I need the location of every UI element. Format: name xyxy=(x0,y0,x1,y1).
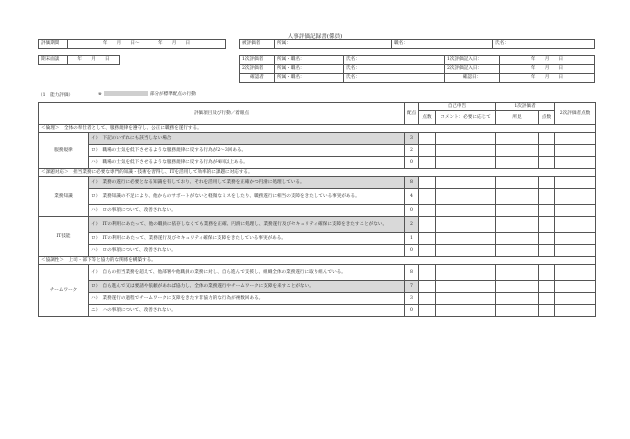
second-score-cell[interactable] xyxy=(555,305,596,317)
group-heading-row xyxy=(39,169,596,177)
evaluator-date[interactable]: 年 月 日 xyxy=(500,74,595,83)
criteria-text: ハ） ロの事項について、改善されない。 xyxy=(89,245,405,257)
criteria-points: 3 xyxy=(405,293,419,305)
first-score-cell[interactable] xyxy=(539,245,555,257)
criteria-points: 7 xyxy=(405,281,419,293)
first-score-cell[interactable] xyxy=(539,217,555,233)
first-score-cell[interactable] xyxy=(539,177,555,189)
header-points: 配点 xyxy=(405,103,419,125)
section-label: （1 能力評価） xyxy=(38,93,74,98)
first-opinion-cell[interactable] xyxy=(496,205,539,217)
evaluator-name[interactable]: 氏名： xyxy=(344,74,445,83)
period-label: 評価期間 xyxy=(39,40,68,49)
criteria-text: ロ） 業務知識の不足により、他からのサポートがないと軽微なミスをしたり、職務遂行に相当の支障をきたしている事実がある。 xyxy=(89,189,405,205)
criteria-points: 0 xyxy=(405,157,419,169)
first-opinion-cell[interactable] xyxy=(496,217,539,233)
period-value[interactable]: 年 月 日～ 年 月 日 xyxy=(68,40,226,49)
page-title: 人事評価記録書(係員) xyxy=(287,34,343,40)
evaluator-date[interactable]: 年 月 日 xyxy=(500,56,595,65)
self-comment-cell[interactable] xyxy=(436,133,496,145)
first-opinion-cell[interactable] xyxy=(496,177,539,189)
criteria-text: ハ） 業務遂行の過程でチームワークに支障をきたす非協力的な行為が複数回ある。 xyxy=(89,293,405,305)
evaluator-row-1 xyxy=(240,56,595,65)
second-score-cell[interactable] xyxy=(555,265,596,281)
evaluator-label: 1次評価者 xyxy=(240,56,275,65)
header-self: 自己申告 xyxy=(419,103,496,111)
second-score-cell[interactable] xyxy=(555,133,596,145)
first-score-cell[interactable] xyxy=(539,133,555,145)
criteria-points: 8 xyxy=(405,177,419,189)
second-score-cell[interactable] xyxy=(555,205,596,217)
criteria-text: ロ） ITの利用にあたって、業務遂行及びセキュリティ確保に支障をきたしている事実がある。 xyxy=(89,233,405,245)
criteria-row xyxy=(39,293,596,305)
self-score-cell[interactable] xyxy=(419,133,436,145)
evaluator-row-2 xyxy=(240,65,595,74)
criteria-text: イ） 下記のいずれにも該当しない場合 xyxy=(89,133,405,145)
criteria-name: IT技能 xyxy=(39,217,89,257)
self-score-cell[interactable] xyxy=(419,177,436,189)
first-score-cell[interactable] xyxy=(539,145,555,157)
evaluated-label: 被評価者 xyxy=(240,40,275,49)
first-score-cell[interactable] xyxy=(539,265,555,281)
first-opinion-cell[interactable] xyxy=(496,305,539,317)
criteria-points: 4 xyxy=(405,189,419,205)
self-comment-cell[interactable] xyxy=(436,293,496,305)
evaluator-label: 確認者 xyxy=(240,74,275,83)
first-opinion-cell[interactable] xyxy=(496,189,539,205)
criteria-text: ロ） 職場の士気を低下させるような服務規律に反する行為が2～3回ある。 xyxy=(89,145,405,157)
first-score-cell[interactable] xyxy=(539,281,555,293)
criteria-name: 業務知識 xyxy=(39,177,89,217)
criteria-text: イ） 業務の遂行に必要となる知識を有しており、それを活用して業務を正確かつ円滑に処理している。 xyxy=(89,177,405,189)
first-score-cell[interactable] xyxy=(539,189,555,205)
period-table xyxy=(38,39,226,49)
second-score-cell[interactable] xyxy=(555,177,596,189)
criteria-text: ロ） 自ら進んで又は要請や依頼があれば協力し、全体の業務遂行やチームワークに支障を来すことがない。 xyxy=(89,281,405,293)
self-score-cell[interactable] xyxy=(419,293,436,305)
header-item: 評価項目及び行動／着眼点 xyxy=(39,103,405,125)
criteria-text: ハ） ロの事項について、改善されない。 xyxy=(89,205,405,217)
criteria-row xyxy=(39,217,596,233)
criteria-row xyxy=(39,157,596,169)
self-comment-cell[interactable] xyxy=(436,189,496,205)
criteria-text: イ） 自らの担当業務を超えて、他部署や他職員の業務に対し、自ら進んで支援し、組織全体の業務遂行に取り組んでいる。 xyxy=(89,265,405,281)
criteria-points: 1 xyxy=(405,233,419,245)
self-comment-cell[interactable] xyxy=(436,157,496,169)
self-score-cell[interactable] xyxy=(419,205,436,217)
self-comment-cell[interactable] xyxy=(436,217,496,233)
header-first-score: 点数 xyxy=(539,111,555,125)
self-comment-cell[interactable] xyxy=(436,145,496,157)
section-note xyxy=(98,91,196,97)
second-score-cell[interactable] xyxy=(555,293,596,305)
self-comment-cell[interactable] xyxy=(436,265,496,281)
header-first: 1次評価者 xyxy=(496,103,555,111)
first-score-cell[interactable] xyxy=(539,157,555,169)
note-mark: ※ xyxy=(98,92,102,97)
first-score-cell[interactable] xyxy=(539,305,555,317)
criteria-row xyxy=(39,177,596,189)
second-score-cell[interactable] xyxy=(555,157,596,169)
evaluated-dept[interactable]: 所属： xyxy=(275,40,392,49)
first-score-cell[interactable] xyxy=(539,293,555,305)
evaluator-dept[interactable]: 所属・職名： xyxy=(275,56,344,65)
header-second: 2次評価者点数 xyxy=(555,103,596,125)
first-opinion-cell[interactable] xyxy=(496,281,539,293)
self-comment-cell[interactable] xyxy=(436,177,496,189)
criteria-row xyxy=(39,305,596,317)
evaluator-row-3 xyxy=(240,74,595,83)
self-comment-cell[interactable] xyxy=(436,281,496,293)
end-date-table xyxy=(38,55,120,65)
group-heading: ＜協調性＞ 上司・部下等と協力的な関係を構築する。 xyxy=(39,257,596,265)
evaluator-dept[interactable]: 所属・職名： xyxy=(275,74,344,83)
criteria-row xyxy=(39,265,596,281)
criteria-points: 0 xyxy=(405,245,419,257)
header-row-1 xyxy=(39,103,596,111)
first-opinion-cell[interactable] xyxy=(496,233,539,245)
criteria-points: 0 xyxy=(405,205,419,217)
evaluator-dept[interactable]: 所属・職名： xyxy=(275,65,344,74)
criteria-row xyxy=(39,205,596,217)
evaluated-post[interactable]: 職名： xyxy=(392,40,493,49)
group-heading-row xyxy=(39,125,596,133)
self-score-cell[interactable] xyxy=(419,265,436,281)
criteria-text: ハ） 職場の士気を低下させるような服務規律に反する行為が4回以上ある。 xyxy=(89,157,405,169)
criteria-name: チームワーク xyxy=(39,265,89,317)
evaluator-name[interactable]: 氏名： xyxy=(344,65,445,74)
first-opinion-cell[interactable] xyxy=(496,133,539,145)
first-opinion-cell[interactable] xyxy=(496,293,539,305)
self-score-cell[interactable] xyxy=(419,217,436,233)
self-score-cell[interactable] xyxy=(419,281,436,293)
evaluator-name[interactable]: 氏名： xyxy=(344,56,445,65)
standard-score-swatch xyxy=(104,91,148,96)
header-first-opinion: 所見 xyxy=(496,111,539,125)
group-heading: ＜課題対応＞ 担当業務に必要な専門的知識・技術を習得し、ITを活用して効率的に課題に対応する。 xyxy=(39,169,596,177)
group-heading-row xyxy=(39,257,596,265)
first-opinion-cell[interactable] xyxy=(496,145,539,157)
self-score-cell[interactable] xyxy=(419,233,436,245)
first-score-cell[interactable] xyxy=(539,233,555,245)
note-text: 部分が標準配点の行動 xyxy=(149,92,196,97)
evaluator-date-label: 2次評価記入日： xyxy=(445,65,500,74)
self-comment-cell[interactable] xyxy=(436,205,496,217)
self-score-cell[interactable] xyxy=(419,245,436,257)
self-comment-cell[interactable] xyxy=(436,305,496,317)
criteria-row xyxy=(39,233,596,245)
group-heading: ＜倫理＞ 全体の奉仕者として、服務規律を遵守し、公正に職務を遂行する。 xyxy=(39,125,596,133)
header-self-score: 点数 xyxy=(419,111,436,125)
second-score-cell[interactable] xyxy=(555,189,596,205)
end-date-value[interactable]: 年 月 日 xyxy=(68,56,120,65)
self-comment-cell[interactable] xyxy=(436,233,496,245)
second-score-cell[interactable] xyxy=(555,233,596,245)
criteria-row xyxy=(39,133,596,145)
criteria-text: ニ） ハの事項について、改善されない。 xyxy=(89,305,405,317)
evaluated-table xyxy=(239,39,595,49)
second-score-cell[interactable] xyxy=(555,145,596,157)
first-opinion-cell[interactable] xyxy=(496,157,539,169)
evaluator-date[interactable]: 年 月 日 xyxy=(500,65,595,74)
criteria-name: 服務規律 xyxy=(39,133,89,169)
criteria-points: 2 xyxy=(405,145,419,157)
criteria-points: 2 xyxy=(405,217,419,233)
evaluator-label: 2次評価者 xyxy=(240,65,275,74)
self-score-cell[interactable] xyxy=(419,189,436,205)
second-score-cell[interactable] xyxy=(555,217,596,233)
header-self-comment: コメント：必要に応じて xyxy=(436,111,496,125)
evaluator-date-label: 確認日： xyxy=(445,74,500,83)
criteria-row xyxy=(39,145,596,157)
first-opinion-cell[interactable] xyxy=(496,265,539,281)
first-score-cell[interactable] xyxy=(539,205,555,217)
criteria-points: 3 xyxy=(405,133,419,145)
evaluation-table xyxy=(38,102,596,317)
self-score-cell[interactable] xyxy=(419,305,436,317)
evaluator-date-label: 1次評価記入日： xyxy=(445,56,500,65)
criteria-points: 0 xyxy=(405,305,419,317)
second-score-cell[interactable] xyxy=(555,281,596,293)
criteria-row xyxy=(39,189,596,205)
end-date-label: 期末面談 xyxy=(39,56,68,65)
self-score-cell[interactable] xyxy=(419,157,436,169)
criteria-text: イ） ITの利用にあたって、他の職員に依存しなくても業務を正確、円滑に処理し、業務遂行及びセキュリティ確保に支障をきたすことがない。 xyxy=(89,217,405,233)
criteria-row xyxy=(39,281,596,293)
self-score-cell[interactable] xyxy=(419,145,436,157)
criteria-points: 8 xyxy=(405,265,419,281)
second-score-cell[interactable] xyxy=(555,245,596,257)
first-opinion-cell[interactable] xyxy=(496,245,539,257)
evaluators-table xyxy=(239,55,595,83)
evaluated-name[interactable]: 氏名： xyxy=(493,40,595,49)
criteria-row xyxy=(39,245,596,257)
self-comment-cell[interactable] xyxy=(436,245,496,257)
